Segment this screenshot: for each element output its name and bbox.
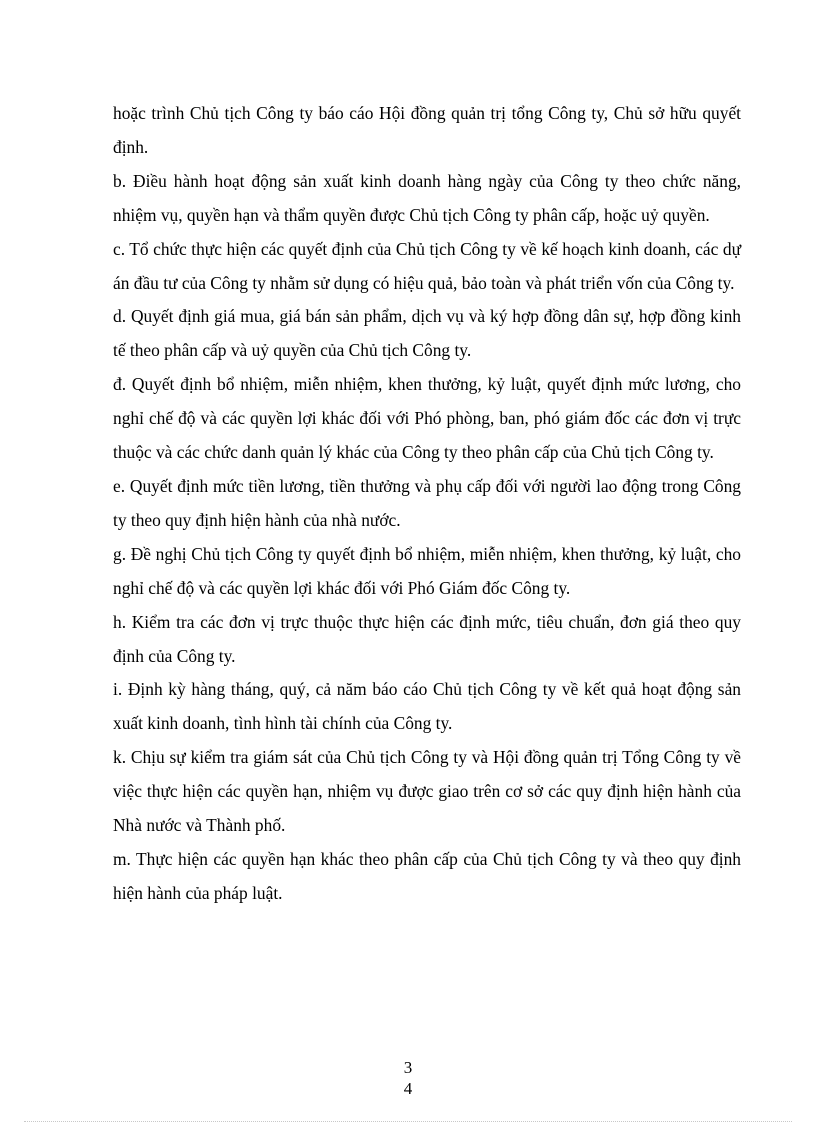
paragraph-item-g: g. Đề nghị Chủ tịch Công ty quyết định bổ nhiệm, miễn nhiệm, khen thưởng, kỷ luật, cho nghỉ chế độ và các quyền lợi khác đối với Phó Giám đốc Công ty. [113,543,741,598]
document-body [113,97,741,911]
paragraph-item-m: m. Thực hiện các quyền hạn khác theo phân cấp của Chủ tịch Công ty và theo quy định hiện hành của pháp luật. [113,848,741,903]
paragraph-item-k: k. Chịu sự kiểm tra giám sát của Chủ tịch Công ty và Hội đồng quản trị Tổng Công ty về việc thực hiện các quyền hạn, nhiệm vụ được giao trên cơ sở các quy định hiện hành của Nhà nước và Thành phố. [113,747,741,836]
page-bottom-divider [24,1121,792,1122]
paragraph-item-i: i. Định kỳ hàng tháng, quý, cả năm báo cáo Chủ tịch Công ty về kết quả hoạt động sản xuất kinh doanh, tình hình tài chính của Công ty. [113,679,741,734]
paragraph-item-c: c. Tổ chức thực hiện các quyết định của Chủ tịch Công ty về kế hoạch kinh doanh, các dự án đầu tư của Công ty nhằm sử dụng có hiệu quả, bảo toàn và phát triển vốn của Công ty. [113,238,741,293]
page-number-primary: 3 [403,1058,413,1077]
page-number-block [0,1057,816,1099]
paragraph-item-d: d. Quyết định giá mua, giá bán sản phẩm, dịch vụ và ký hợp đồng dân sự, hợp đồng kinh tế theo phân cấp và uỷ quyền của Chủ tịch Công ty. [113,306,741,361]
paragraph-item-dd: đ. Quyết định bổ nhiệm, miễn nhiệm, khen thưởng, kỷ luật, quyết định mức lương, cho nghỉ chế độ và các quyền lợi khác đối với Phó phòng, ban, phó giám đốc các đơn vị trực thuộc và các chức danh quản lý khác của Công ty theo phân cấp của Chủ tịch Công ty. [113,374,741,463]
page-number-secondary: 4 [403,1079,413,1098]
paragraph-intro-continuation: hoặc trình Chủ tịch Công ty báo cáo Hội đồng quản trị tổng Công ty, Chủ sở hữu quyết định. [113,103,741,157]
paragraph-item-h: h. Kiểm tra các đơn vị trực thuộc thực hiện các định mức, tiêu chuẩn, đơn giá theo quy định của Công ty. [113,611,741,666]
paragraph-item-e: e. Quyết định mức tiền lương, tiền thưởng và phụ cấp đối với người lao động trong Công ty theo quy định hiện hành của nhà nước. [113,475,741,530]
paragraph-item-b: b. Điều hành hoạt động sản xuất kinh doanh hàng ngày của Công ty theo chức năng, nhiệm vụ, quyền hạn và thẩm quyền được Chủ tịch Công ty phân cấp, hoặc uỷ quyền. [113,170,741,225]
